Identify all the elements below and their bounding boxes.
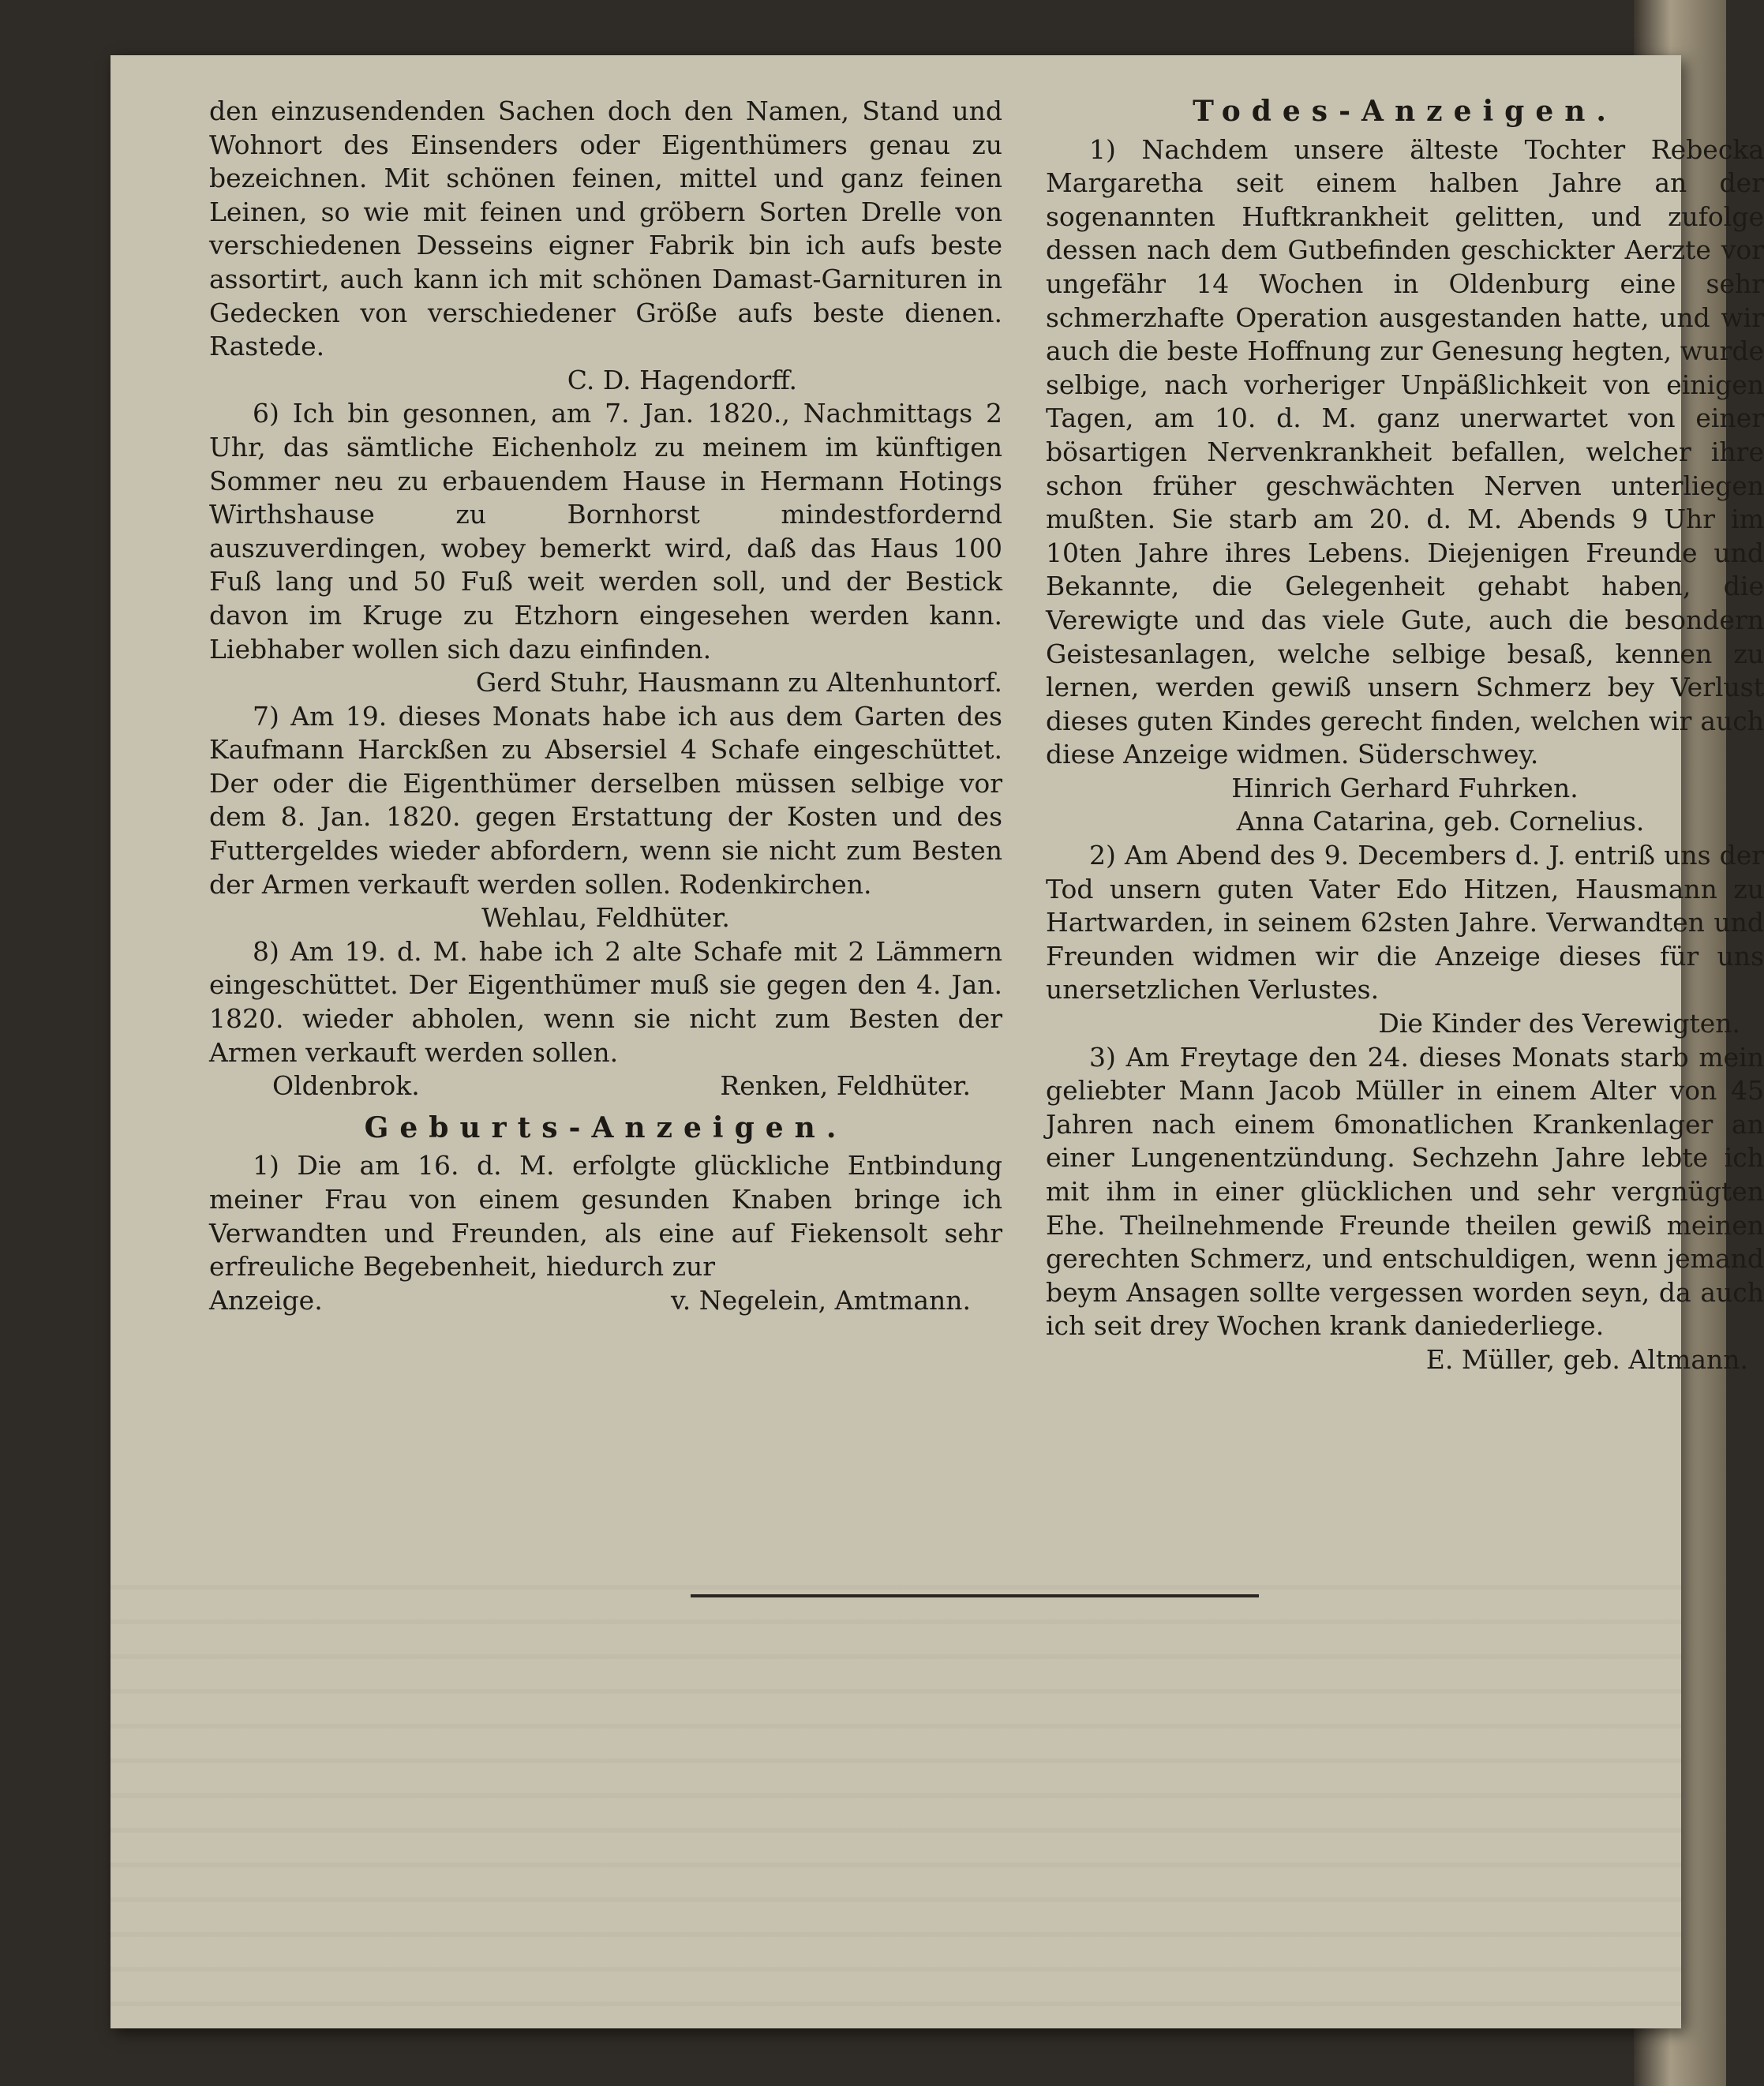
section-end-rule — [691, 1594, 1259, 1597]
death-notice-1: 1) Nachdem unsere älteste Tochter Rebecka Margaretha seit einem halben Jahre an der sogenannten Huftkrankheit gelitten, und zufolge dessen nach dem Gutbefinden geschickter Aerzte vor ungefähr 14 Wochen in Oldenburg eine sehr schmerzhafte Operation ausgestanden hatte, und wir auch die beste Hoffnung zur Genesung hegten, wurde selbige, nach vorheriger Unpäßlichkeit von einigen Tagen, am 10. d. M. ganz unerwartet von einer bösartigen Nervenkrankheit befallen, welcher ihre schon früher geschwächten Nerven unterliegen mußten. Sie starb am 20. d. M. Abends 9 Uhr im 10ten Jahre ihres Lebens. Diejenigen Freunde und Bekannte, die Gelegenheit gehabt haben, die Verewigte und das viele Gute, auch die besondern Geistesanlagen, welche selbige besaß, kennen zu lernen, werden gewiß unsern Schmerz bey Verlust dieses guten Kindes gerecht finden, welchen wir auch diese Anzeige widmen. Süderschwey. — [1046, 133, 1764, 770]
signature-stuhr: Gerd Stuhr, Hausmann zu Altenhuntorf. — [475, 667, 1002, 698]
signature-renken: Renken, Feldhüter. — [720, 1070, 971, 1102]
signature-negelein: v. Negelein, Amtmann. — [671, 1284, 971, 1316]
deaths-heading: Todes-Anzeigen. — [1193, 95, 1617, 128]
birth-notice-1-footer — [209, 1284, 1002, 1318]
births-heading: Geburts-Anzeigen. — [364, 1110, 848, 1144]
notice-6: 6) Ich bin gesonnen, am 7. Jan. 1820., Nachmittags 2 Uhr, das sämtliche Eichenholz zu meinem im künftigen Sommer neu zu erbauendem Hause in Hermann Hotings Wirthshause zu Bornhorst mindestfordernd auszuverdingen, wobey bemerkt wird, daß das Haus 100 Fuß lang und 50 Fuß weit werden soll, und der Bestick davon im Kruge zu Etzhorn eingesehen werden kann. Liebhaber wollen sich dazu einfinden. — [209, 398, 1002, 665]
newspaper-page — [110, 55, 1764, 2028]
notice-intro: den einzusendenden Sachen doch den Namen, Stand und Wohnort des Einsenders oder Eigenthümers genau zu bezeichnen. Mit schönen feinen, mittel und ganz feinen Leinen, so wie mit feinen und gröbern Sorten Drelle von verschiedenen Desseins eigner Fabrik bin ich aufs beste assortirt, auch kann ich mit schönen Damast-Garnituren in Gedecken von verschiedener Größe aufs beste dienen. Rastede. — [209, 95, 1002, 362]
birth-notice-1: 1) Die am 16. d. M. erfolgte glückliche Entbindung meiner Frau von einem gesunden Knaben bringe ich Verwandten und Freunden, als eine auf Fiekensolt sehr erfreuliche Begebenheit, hiedurch zur — [209, 1150, 1002, 1283]
signature-wehlau: Wehlau, Feldhüter. — [481, 902, 730, 934]
notice-8-footer — [209, 1069, 1002, 1103]
signature-cornelius: Anna Catarina, geb. Cornelius. — [1236, 806, 1645, 837]
birth-notice-1-last-word: Anzeige. — [209, 1284, 323, 1316]
signature-hagendorff: C. D. Hagendorff. — [567, 364, 797, 395]
bleed-through-area — [110, 1555, 1681, 2028]
signature-mueller: E. Müller, geb. Altmann. — [1425, 1343, 1748, 1375]
death-notice-3: 3) Am Freytage den 24. dieses Monats starb mein geliebter Mann Jacob Müller in einem Alter von 45 Jahren nach einem 6monatlichen Krankenlager an einer Lungenentzündung. Sechzehn Jahre lebte ich mit ihm in einer glücklichen und sehr vergnügten Ehe. Theilnehmende Freunde theilen gewiß meinen gerechten Schmerz, und entschuldigen, wenn jemand beym Ansagen sollte vergessen worden seyn, da auch ich seit drey Wochen krank daniederliege. — [1046, 1041, 1764, 1342]
death-notice-2: 2) Am Abend des 9. Decembers d. J. entriß uns der Tod unsern guten Vater Edo Hitzen, Hausmann zu Hartwarden, in seinem 62sten Jahre. Verwandten und Freunden widmen wir die Anzeige dieses für uns unersetzlichen Verlustes. — [1046, 840, 1764, 1006]
notice-8: 8) Am 19. d. M. habe ich 2 alte Schafe mit 2 Lämmern eingeschüttet. Der Eigenthümer muß sie gegen den 4. Jan. 1820. wieder abholen, wenn sie nicht zum Besten der Armen verkauft werden sollen. — [209, 935, 1002, 1068]
notice-7: 7) Am 19. dieses Monats habe ich aus dem Garten des Kaufmann Harckßen zu Absersiel 4 Schafe eingeschüttet. Der oder die Eigenthümer derselben müssen selbige vor dem 8. Jan. 1820. gegen Erstattung der Kosten und des Futtergeldes wieder abfordern, wenn sie nicht zum Besten der Armen verkauft werden sollen. Rodenkirchen. — [209, 700, 1002, 900]
right-column — [1046, 95, 1764, 1377]
signature-kinder: Die Kinder des Verewigten. — [1378, 1008, 1740, 1039]
signature-fuhrken: Hinrich Gerhard Fuhrken. — [1231, 772, 1579, 803]
left-column — [209, 95, 1002, 1317]
place-oldenbrok: Oldenbrok. — [272, 1070, 420, 1102]
